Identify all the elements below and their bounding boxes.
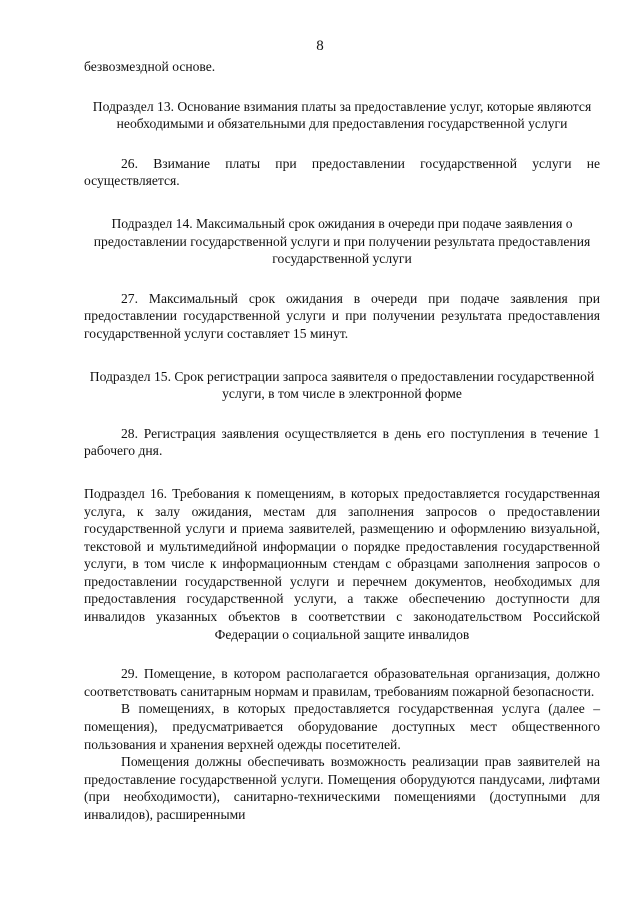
paragraph-29-equipment: Помещения должны обеспечивать возможность реализации прав заявителей на предоставление государственной услуги. Помещения оборудуются пандусами, лифтами (при необходимости), санитарно-техническими помещениями (доступными для инвалидов), расширенными [84,754,600,822]
subsection-13-heading: Подраздел 13. Основание взимания платы за предоставление услуг, которые являются необходимыми и обязательными для предоставления государственной услуги [92,98,592,132]
paragraph-29: 29. Помещение, в котором располагается образовательная организация, должно соответствовать санитарным нормам и правилам, требованиям пожарной безопасности. [84,666,600,699]
subsection-14-heading: Подраздел 14. Максимальный срок ожидания в очереди при подаче заявления о предоставлении государственной услуги и при получении результата предоставления государственной услуги [93,215,591,267]
paragraph-29-premises: В помещениях, в которых предоставляется государственная услуга (далее – помещения), предусматривается оборудование доступных мест общественного пользования и хранения верхней одежды посетителей. [84,701,600,752]
subsection-15-heading: Подраздел 15. Срок регистрации запроса заявителя о предоставлении государственной услуги, в том числе в электронной форме [89,368,595,402]
page-number: 8 [316,38,324,54]
document-body [84,58,600,824]
paragraph-intro: безвозмездной основе. [84,59,216,74]
paragraph-28: 28. Регистрация заявления осуществляется в день его поступления в течение 1 рабочего дня. [84,425,600,459]
paragraph-26: 26. Взимание платы при предоставлении государственной услуги не осуществляется. [84,155,600,189]
paragraph-27: 27. Максимальный срок ожидания в очереди при подаче заявления при предоставлении государственной услуги и при получении результата предоставления государственной услуги составляет 15 минут. [84,290,600,341]
subsection-16-heading: Подраздел 16. Требования к помещениям, в которых предоставляется государственная услуга, к залу ожидания, местам для заполнения запросов о предоставлении государственной услуги и приема заявителей, размещению и оформлению визуальной, текстовой и мультимедийной информации о порядке предоставления государственной услуги, в том числе к информационным стендам с образцами заполнения запросов о предоставлении государственной услуги и перечнем документов, необходимых для предоставления государственной услуги, а также обеспечению доступности для инвалидов указанных объектов в соответствии с законодательством Российской Федерации о социальной защите инвалидов [84,485,600,642]
